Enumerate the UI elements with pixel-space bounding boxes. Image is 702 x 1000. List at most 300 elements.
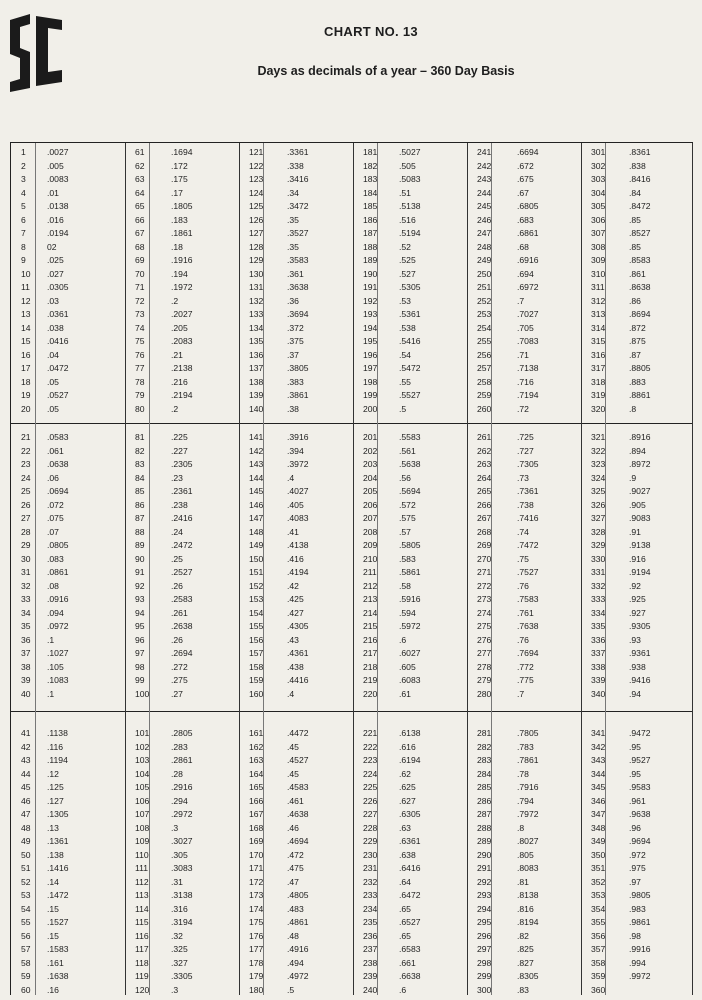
day-cell: 65 xyxy=(135,201,145,211)
decimal-cell: .561 xyxy=(399,445,416,456)
day-cell: 103 xyxy=(135,755,150,765)
decimal-cell: .025 xyxy=(47,255,64,265)
day-cell: 156 xyxy=(249,634,264,645)
day-cell: 288 xyxy=(477,822,492,833)
decimal-cell: .2694 xyxy=(171,648,193,658)
subcolumn-divider xyxy=(263,143,264,995)
day-cell: 50 xyxy=(21,849,31,860)
day-cell: 84 xyxy=(135,472,145,483)
day-cell: 251 xyxy=(477,282,492,292)
day-cell: 2 xyxy=(21,160,26,171)
day-cell: 158 xyxy=(249,661,264,672)
day-cell: 150 xyxy=(249,553,264,564)
table-row xyxy=(11,334,693,348)
day-cell: 333 xyxy=(591,594,606,604)
decimal-cell: .127 xyxy=(47,795,64,806)
day-cell: 267 xyxy=(477,513,492,523)
day-cell: 206 xyxy=(363,499,378,510)
table-row xyxy=(11,267,693,281)
table-row xyxy=(11,875,693,889)
day-cell: 231 xyxy=(363,863,378,873)
day-cell: 69 xyxy=(135,255,145,265)
decimal-cell: .3805 xyxy=(287,363,309,373)
decimal-cell: .2638 xyxy=(171,621,193,631)
day-cell: 257 xyxy=(477,363,492,373)
day-cell: 315 xyxy=(591,336,606,346)
decimal-cell: .2 xyxy=(171,295,179,306)
day-cell: 57 xyxy=(21,944,31,954)
day-cell: 235 xyxy=(363,917,378,927)
day-cell: 303 xyxy=(591,174,606,184)
decimal-cell: .1583 xyxy=(47,944,69,954)
decimal-cell: .6638 xyxy=(399,971,421,981)
decimal-cell: .616 xyxy=(399,741,416,752)
day-cell: 274 xyxy=(477,607,492,618)
day-cell: 160 xyxy=(249,688,264,699)
day-cell: 234 xyxy=(363,903,378,914)
day-cell: 151 xyxy=(249,567,264,577)
day-cell: 347 xyxy=(591,809,606,819)
decimal-cell: .35 xyxy=(287,214,299,225)
day-cell: 161 xyxy=(249,728,264,738)
day-cell: 236 xyxy=(363,930,378,941)
decimal-cell: .7972 xyxy=(517,809,539,819)
day-cell: 180 xyxy=(249,984,264,995)
day-cell: 117 xyxy=(135,944,149,954)
day-cell: 97 xyxy=(135,648,145,658)
decimal-cell: .73 xyxy=(517,472,529,483)
day-cell: 202 xyxy=(363,445,378,456)
decimal-cell: .5416 xyxy=(399,336,421,346)
decimal-cell: .03 xyxy=(47,295,59,306)
day-cell: 181 xyxy=(363,147,378,157)
day-cell: 98 xyxy=(135,661,145,672)
day-cell: 221 xyxy=(363,728,378,738)
decimal-cell: .625 xyxy=(399,782,416,792)
day-cell: 204 xyxy=(363,472,378,483)
day-cell: 1 xyxy=(21,147,26,157)
day-cell: 124 xyxy=(249,187,264,198)
decimal-cell: .7 xyxy=(517,688,525,699)
decimal-cell: .5472 xyxy=(399,363,421,373)
day-cell: 285 xyxy=(477,782,492,792)
day-cell: 31 xyxy=(21,567,31,577)
day-cell: 255 xyxy=(477,336,492,346)
day-cell: 209 xyxy=(363,540,378,550)
decimal-cell: .1305 xyxy=(47,809,69,819)
decimal-cell: .1861 xyxy=(171,228,193,238)
day-cell: 134 xyxy=(249,322,264,333)
day-cell: 287 xyxy=(477,809,492,819)
day-cell: 310 xyxy=(591,268,606,279)
day-cell: 243 xyxy=(477,174,492,184)
day-cell: 58 xyxy=(21,957,31,968)
day-cell: 226 xyxy=(363,795,378,806)
decimal-cell: .605 xyxy=(399,661,416,672)
day-cell: 20 xyxy=(21,403,31,414)
day-cell: 355 xyxy=(591,917,606,927)
decimal-cell: .116 xyxy=(47,741,64,752)
day-cell: 131 xyxy=(249,282,264,292)
day-cell: 182 xyxy=(363,160,378,171)
decimal-cell: .2194 xyxy=(171,390,193,400)
decimal-cell: .26 xyxy=(171,580,183,591)
day-cell: 8 xyxy=(21,241,26,252)
decimal-cell: .56 xyxy=(399,472,411,483)
decimal-cell: .06 xyxy=(47,472,59,483)
decimal-cell: .7805 xyxy=(517,728,539,738)
decimal-cell: .63 xyxy=(399,822,411,833)
decimal-cell: .98 xyxy=(629,930,641,941)
decimal-cell: .7361 xyxy=(517,486,539,496)
decimal-cell: .26 xyxy=(171,634,183,645)
day-cell: 152 xyxy=(249,580,264,591)
decimal-cell: .225 xyxy=(171,432,188,442)
table-row xyxy=(11,280,693,294)
decimal-cell: .9361 xyxy=(629,648,651,658)
decimal-cell: .05 xyxy=(47,376,59,387)
decimal-cell: .9638 xyxy=(629,809,651,819)
day-cell: 225 xyxy=(363,782,378,792)
day-cell: 201 xyxy=(363,432,378,442)
decimal-cell: .194 xyxy=(171,268,188,279)
decimal-cell: .994 xyxy=(629,957,646,968)
table-row xyxy=(11,498,693,512)
decimal-cell: .261 xyxy=(171,607,188,618)
day-cell: 346 xyxy=(591,795,606,806)
decimal-cell: .46 xyxy=(287,822,299,833)
day-cell: 80 xyxy=(135,403,145,414)
day-cell: 281 xyxy=(477,728,492,738)
decimal-cell: .961 xyxy=(629,795,646,806)
decimal-cell: .6861 xyxy=(517,228,539,238)
day-cell: 189 xyxy=(363,255,378,265)
decimal-cell: .6194 xyxy=(399,755,421,765)
decimal-cell: .35 xyxy=(287,241,299,252)
decimal-cell: .24 xyxy=(171,526,183,537)
day-cell: 113 xyxy=(135,890,149,900)
decimal-cell: .972 xyxy=(629,849,646,860)
day-cell: 149 xyxy=(249,540,264,550)
day-cell: 56 xyxy=(21,930,31,941)
day-cell: 214 xyxy=(363,607,378,618)
decimal-cell: .2027 xyxy=(171,309,193,319)
day-cell: 28 xyxy=(21,526,31,537)
day-cell: 296 xyxy=(477,930,492,941)
decimal-cell: .8638 xyxy=(629,282,651,292)
table-row xyxy=(11,538,693,552)
day-cell: 195 xyxy=(363,336,378,346)
decimal-cell: .2861 xyxy=(171,755,193,765)
day-cell: 237 xyxy=(363,944,378,954)
day-cell: 172 xyxy=(249,876,264,887)
decimal-cell: .9527 xyxy=(629,755,651,765)
table-row xyxy=(11,861,693,875)
decimal-cell: .305 xyxy=(171,849,188,860)
decimal-cell: .727 xyxy=(517,445,534,456)
chart-subtitle: Days as decimals of a year – 360 Day Basis xyxy=(257,64,515,78)
day-cell: 301 xyxy=(591,147,606,157)
table-row xyxy=(11,444,693,458)
decimal-cell: .0972 xyxy=(47,621,69,631)
day-cell: 190 xyxy=(363,268,378,279)
column-divider xyxy=(239,143,240,995)
decimal-cell: .5027 xyxy=(399,147,421,157)
day-cell: 79 xyxy=(135,390,145,400)
day-cell: 37 xyxy=(21,648,31,658)
decimal-cell: .07 xyxy=(47,526,59,537)
chart-title: CHART NO. 13 xyxy=(324,24,418,39)
decimal-cell: .9472 xyxy=(629,728,651,738)
day-cell: 244 xyxy=(477,187,492,198)
day-cell: 348 xyxy=(591,822,606,833)
decimal-cell: .7694 xyxy=(517,648,539,658)
decimal-cell: .84 xyxy=(629,187,641,198)
day-cell: 265 xyxy=(477,486,492,496)
day-cell: 159 xyxy=(249,675,264,685)
decimal-cell: .6361 xyxy=(399,836,421,846)
day-cell: 232 xyxy=(363,876,378,887)
decimal-cell: .905 xyxy=(629,499,646,510)
decimal-cell: .2583 xyxy=(171,594,193,604)
table-row xyxy=(11,687,693,701)
day-cell: 241 xyxy=(477,147,492,157)
table-row xyxy=(11,348,693,362)
decimal-cell: .005 xyxy=(47,160,64,171)
decimal-cell: .216 xyxy=(171,376,188,387)
decimal-cell: .583 xyxy=(399,553,416,564)
day-cell: 354 xyxy=(591,903,606,914)
table-row xyxy=(11,172,693,186)
decimal-cell: .14 xyxy=(47,876,59,887)
decimal-cell: .96 xyxy=(629,822,641,833)
day-cell: 73 xyxy=(135,309,145,319)
decimal-cell: .0027 xyxy=(47,147,69,157)
day-cell: 174 xyxy=(249,903,264,914)
day-cell: 18 xyxy=(21,376,31,387)
table-row xyxy=(11,956,693,970)
day-cell: 268 xyxy=(477,526,492,537)
day-cell: 262 xyxy=(477,445,492,456)
decimal-cell: .95 xyxy=(629,741,641,752)
decimal-cell: .85 xyxy=(629,214,641,225)
table-row xyxy=(11,753,693,767)
day-cell: 358 xyxy=(591,957,606,968)
decimal-cell: .23 xyxy=(171,472,183,483)
day-cell: 144 xyxy=(249,472,264,483)
day-cell: 112 xyxy=(135,876,149,887)
decimal-cell: .8694 xyxy=(629,309,651,319)
day-cell: 110 xyxy=(135,849,149,860)
day-cell: 360 xyxy=(591,984,606,995)
decimal-cell: .2805 xyxy=(171,728,193,738)
day-cell: 293 xyxy=(477,890,492,900)
day-cell: 304 xyxy=(591,187,606,198)
decimal-cell: .61 xyxy=(399,688,411,699)
day-cell: 349 xyxy=(591,836,606,846)
table-row xyxy=(11,199,693,213)
day-cell: 328 xyxy=(591,526,606,537)
decimal-cell: .5138 xyxy=(399,201,421,211)
decimal-cell: .527 xyxy=(399,268,416,279)
day-cell: 342 xyxy=(591,741,606,752)
decimal-cell: .5638 xyxy=(399,459,421,469)
decimal-cell: .875 xyxy=(629,336,646,346)
day-cell: 104 xyxy=(135,768,150,779)
decimal-cell: .57 xyxy=(399,526,411,537)
day-cell: 133 xyxy=(249,309,264,319)
day-cell: 210 xyxy=(363,553,378,564)
table-row xyxy=(11,471,693,485)
decimal-cell: .8916 xyxy=(629,432,651,442)
decimal-cell: .4972 xyxy=(287,971,309,981)
day-cell: 273 xyxy=(477,594,492,604)
day-cell: 314 xyxy=(591,322,606,333)
decimal-cell: .67 xyxy=(517,187,529,198)
day-cell: 42 xyxy=(21,741,31,752)
day-cell: 125 xyxy=(249,201,264,211)
day-cell: 249 xyxy=(477,255,492,265)
decimal-cell: .5694 xyxy=(399,486,421,496)
decimal-cell: .65 xyxy=(399,930,411,941)
table-row xyxy=(11,633,693,647)
day-cell: 11 xyxy=(21,282,30,292)
day-cell: 326 xyxy=(591,499,606,510)
day-cell: 224 xyxy=(363,768,378,779)
decimal-cell: .1361 xyxy=(47,836,69,846)
day-cell: 278 xyxy=(477,661,492,672)
day-cell: 25 xyxy=(21,486,31,496)
decimal-cell: .8361 xyxy=(629,147,651,157)
day-cell: 126 xyxy=(249,214,264,225)
day-cell: 218 xyxy=(363,661,378,672)
decimal-cell: .638 xyxy=(399,849,416,860)
decimal-cell: .25 xyxy=(171,553,183,564)
decimal-cell: .472 xyxy=(287,849,304,860)
day-cell: 44 xyxy=(21,768,31,779)
decimal-cell: .4916 xyxy=(287,944,309,954)
table-row xyxy=(11,902,693,916)
decimal-cell: .0694 xyxy=(47,486,69,496)
day-cell: 254 xyxy=(477,322,492,333)
decimal-cell: .4083 xyxy=(287,513,309,523)
decimal-cell: .3472 xyxy=(287,201,309,211)
decimal-cell: .183 xyxy=(171,214,188,225)
day-cell: 227 xyxy=(363,809,378,819)
day-cell: 107 xyxy=(135,809,150,819)
decimal-cell: .5805 xyxy=(399,540,421,550)
decimal-cell: .9694 xyxy=(629,836,651,846)
decimal-cell: .316 xyxy=(171,903,188,914)
decimal-cell: .4027 xyxy=(287,486,309,496)
decimal-cell: .061 xyxy=(47,445,64,456)
day-cell: 140 xyxy=(249,403,264,414)
decimal-cell: .3361 xyxy=(287,147,309,157)
day-cell: 75 xyxy=(135,336,145,346)
decimal-cell: .683 xyxy=(517,214,534,225)
day-cell: 62 xyxy=(135,160,145,171)
day-cell: 222 xyxy=(363,741,378,752)
decimal-cell: .016 xyxy=(47,214,64,225)
day-cell: 167 xyxy=(249,809,264,819)
day-cell: 213 xyxy=(363,594,378,604)
decimal-cell: .7861 xyxy=(517,755,539,765)
decimal-cell: .572 xyxy=(399,499,416,510)
decimal-cell: .7138 xyxy=(517,363,539,373)
table-row xyxy=(11,834,693,848)
day-cell: 266 xyxy=(477,499,492,510)
day-cell: 59 xyxy=(21,971,31,981)
decimal-cell: .1972 xyxy=(171,282,193,292)
decimal-cell: .3194 xyxy=(171,917,193,927)
decimal-cell: .6583 xyxy=(399,944,421,954)
decimal-cell: .1694 xyxy=(171,147,193,157)
day-cell: 194 xyxy=(363,322,378,333)
decimal-cell: .1 xyxy=(47,634,55,645)
day-cell: 88 xyxy=(135,526,145,537)
day-cell: 27 xyxy=(21,513,31,523)
table-row xyxy=(11,552,693,566)
day-cell: 76 xyxy=(135,349,145,360)
day-cell: 22 xyxy=(21,445,31,456)
decimal-cell: .4805 xyxy=(287,890,309,900)
day-cell: 153 xyxy=(249,594,264,604)
decimal-cell: .0861 xyxy=(47,567,69,577)
day-cell: 319 xyxy=(591,390,606,400)
table-row xyxy=(11,402,693,416)
decimal-cell: .6472 xyxy=(399,890,421,900)
day-cell: 252 xyxy=(477,295,492,306)
day-cell: 246 xyxy=(477,214,492,225)
day-cell: 71 xyxy=(135,282,145,292)
day-cell: 14 xyxy=(21,322,31,333)
decimal-cell: .172 xyxy=(171,160,188,171)
day-cell: 299 xyxy=(477,971,492,981)
day-cell: 173 xyxy=(249,890,264,900)
day-cell: 81 xyxy=(135,432,145,442)
table-row xyxy=(11,388,693,402)
decimal-cell: .327 xyxy=(171,957,188,968)
decimal-cell: .4305 xyxy=(287,621,309,631)
day-cell: 168 xyxy=(249,822,264,833)
decimal-cell: .125 xyxy=(47,782,64,792)
day-cell: 263 xyxy=(477,459,492,469)
table-block-2 xyxy=(11,423,693,712)
decimal-cell: .375 xyxy=(287,336,304,346)
day-cell: 261 xyxy=(477,432,492,442)
day-cell: 3 xyxy=(21,174,26,184)
decimal-cell: .83 xyxy=(517,984,529,995)
table-row xyxy=(11,969,693,983)
decimal-cell: .427 xyxy=(287,607,304,618)
day-cell: 253 xyxy=(477,309,492,319)
table-row xyxy=(11,646,693,660)
decimal-cell: .838 xyxy=(629,160,646,171)
day-cell: 196 xyxy=(363,349,378,360)
column-divider xyxy=(353,143,354,995)
day-cell: 208 xyxy=(363,526,378,537)
day-cell: 77 xyxy=(135,363,145,373)
decimal-cell: .58 xyxy=(399,580,411,591)
decimal-cell: .3138 xyxy=(171,890,193,900)
day-cell: 238 xyxy=(363,957,378,968)
decimal-cell: .0416 xyxy=(47,336,69,346)
decimal-cell: .5 xyxy=(287,984,295,995)
day-cell: 324 xyxy=(591,472,606,483)
decimal-cell: .3694 xyxy=(287,309,309,319)
day-cell: 35 xyxy=(21,621,31,631)
day-cell: 230 xyxy=(363,849,378,860)
